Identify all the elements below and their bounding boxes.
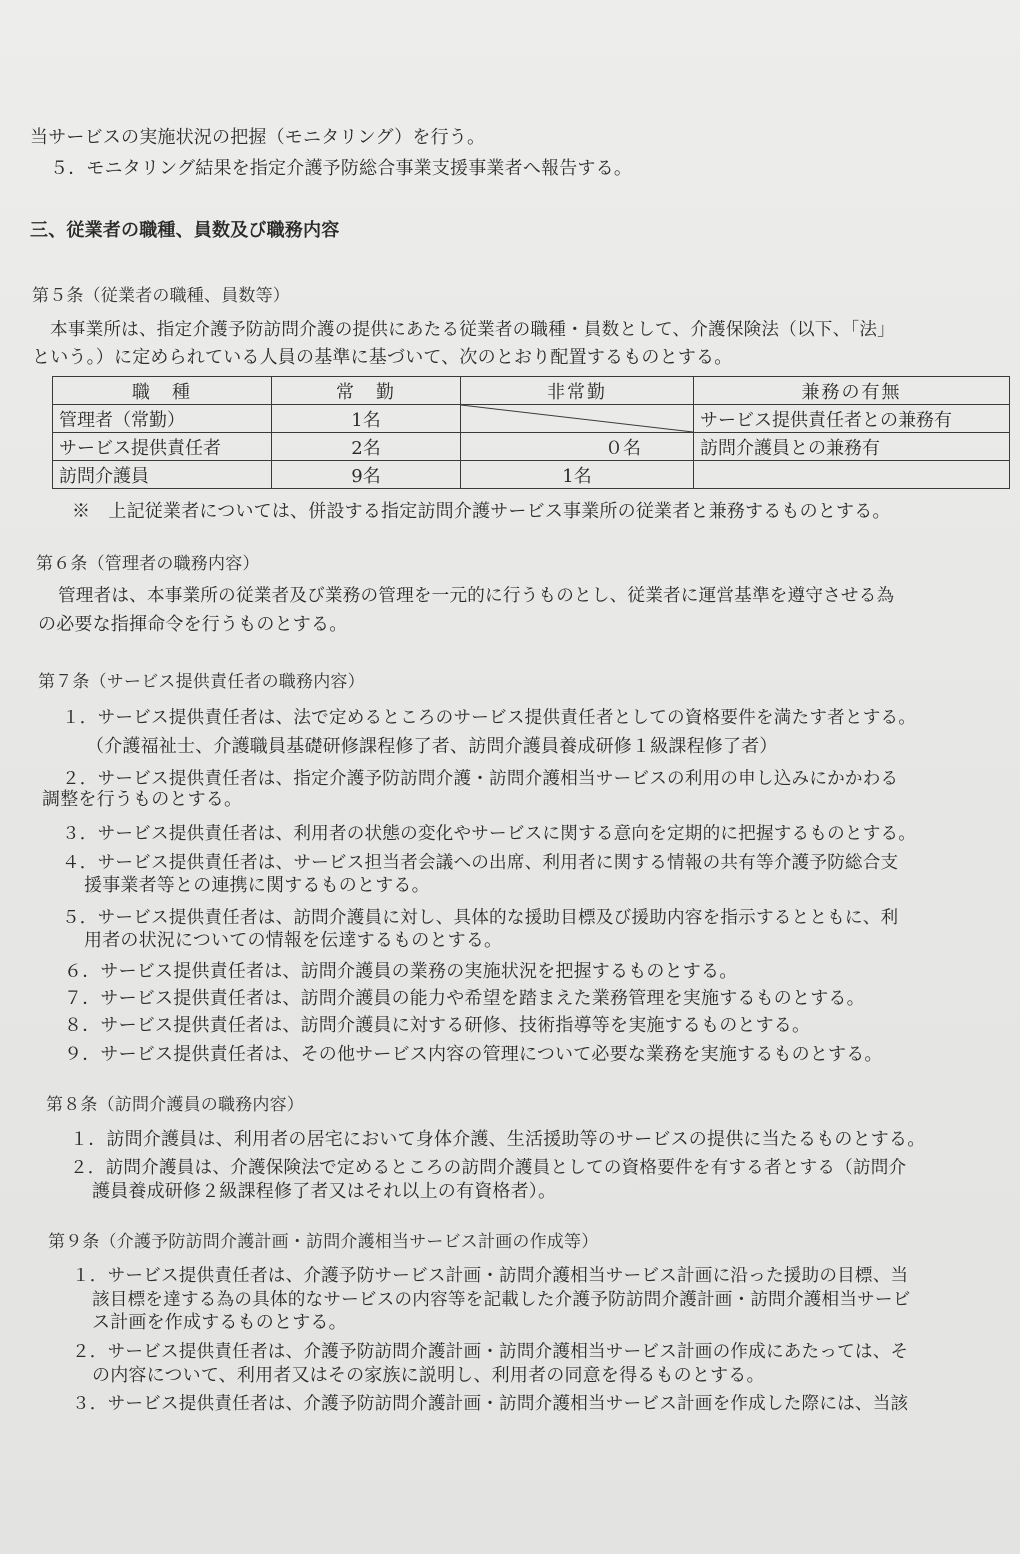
cell-parttime: ０名 bbox=[461, 433, 694, 461]
header-job: 職 種 bbox=[53, 377, 272, 405]
header-concurrent: 兼務の有無 bbox=[694, 377, 1010, 405]
staff-table bbox=[52, 376, 1010, 489]
article-9-item: 該目標を達する為の具体的なサービスの内容等を記載した介護予防訪問介護計画・訪問介護相当サービ bbox=[92, 1290, 911, 1310]
table-row bbox=[53, 433, 1010, 461]
article-7-item: ５．サービス提供責任者は、訪問介護員に対し、具体的な援助目標及び援助内容を指示するとともに、利 bbox=[62, 908, 899, 928]
intro-line-1: 当サービスの実施状況の把握（モニタリング）を行う。 bbox=[30, 127, 486, 148]
article-8-item: ２．訪問介護員は、介護保険法で定めるところの訪問介護員としての資格要件を有する者とする（訪問介 bbox=[70, 1158, 907, 1178]
article-7-item: ８．サービス提供責任者は、訪問介護員に対する研修、技術指導等を実施するものとする。 bbox=[64, 1015, 811, 1036]
article-7-item: 調整を行うものとする。 bbox=[42, 789, 243, 810]
article-6-body-1: 管理者は、本事業所の従業者及び業務の管理を一元的に行うものとし、従業者に運営基準を遵守させる為 bbox=[58, 586, 895, 606]
article-5-body-1: 本事業所は、指定介護予防訪問介護の提供にあたる従業者の職種・員数として、介護保険法（以下、「法」 bbox=[50, 320, 895, 340]
article-5-title: 第５条（従業者の職種、員数等） bbox=[32, 286, 290, 306]
article-7-item: ４．サービス提供責任者は、サービス担当者会議への出席、利用者に関する情報の共有等介護予防総合支 bbox=[62, 853, 899, 873]
table-row bbox=[53, 461, 1010, 489]
article-6-body-2: の必要な指揮命令を行うものとする。 bbox=[38, 614, 348, 635]
section-heading: 三、従業者の職種、員数及び職務内容 bbox=[30, 220, 340, 241]
article-7-item: 用者の状況についての情報を伝達するものとする。 bbox=[84, 930, 503, 951]
article-5-body-2: という。）に定められている人員の基準に基づいて、次のとおり配置するものとする。 bbox=[32, 347, 733, 368]
intro-item-5: ５．モニタリング結果を指定介護予防総合事業支援事業者へ報告する。 bbox=[50, 158, 633, 179]
table-row bbox=[53, 405, 1010, 433]
cell-fulltime: 1名 bbox=[272, 405, 461, 433]
article-9-item: の内容について、利用者又はその家族に説明し、利用者の同意を得るものとする。 bbox=[92, 1365, 765, 1386]
article-7-item: ９．サービス提供責任者は、その他サービス内容の管理について必要な業務を実施するものとする。 bbox=[64, 1044, 883, 1065]
article-6-title: 第６条（管理者の職務内容） bbox=[36, 554, 260, 574]
cell-parttime-slashed bbox=[461, 405, 694, 433]
diagonal-slash bbox=[461, 405, 693, 432]
cell-concurrent: サービス提供責任者との兼務有 bbox=[694, 405, 1010, 433]
article-7-title: 第７条（サービス提供責任者の職務内容） bbox=[38, 672, 365, 692]
article-8-item: １．訪問介護員は、利用者の居宅において身体介護、生活援助等のサービスの提供に当たるものとする。 bbox=[70, 1129, 926, 1150]
article-9-item: １．サービス提供責任者は、介護予防サービス計画・訪問介護相当サービス計画に沿った援助の目標、当 bbox=[72, 1266, 909, 1286]
header-fulltime: 常 勤 bbox=[272, 377, 461, 405]
cell-parttime: 1名 bbox=[461, 461, 694, 489]
article-8-item: 護員養成研修２級課程修了者又はそれ以上の有資格者）。 bbox=[92, 1181, 557, 1202]
cell-concurrent: 訪問介護員との兼務有 bbox=[694, 433, 1010, 461]
article-9-item: ２．サービス提供責任者は、介護予防訪問介護計画・訪問介護相当サービス計画の作成にあたっては、そ bbox=[72, 1342, 909, 1362]
article-7-item: 援事業者等との連携に関するものとする。 bbox=[84, 875, 430, 896]
article-7-item: （介護福祉士、介護職員基礎研修課程修了者、訪問介護員養成研修１級課程修了者） bbox=[86, 736, 778, 757]
table-header-row bbox=[53, 377, 1010, 405]
article-7-item: ７．サービス提供責任者は、訪問介護員の能力や希望を踏まえた業務管理を実施するものとする。 bbox=[64, 988, 865, 1009]
article-5-note: ※ 上記従業者については、併設する指定訪問介護サービス事業所の従業者と兼務するものとする。 bbox=[72, 501, 891, 522]
article-9-item: ス計画を作成するものとする。 bbox=[92, 1312, 347, 1333]
article-8-title: 第８条（訪問介護員の職務内容） bbox=[46, 1095, 304, 1115]
cell-job: 管理者（常勤） bbox=[53, 405, 272, 433]
article-9-item: ３．サービス提供責任者は、介護予防訪問介護計画・訪問介護相当サービス計画を作成した際には、当該 bbox=[72, 1394, 909, 1414]
article-7-item: ６．サービス提供責任者は、訪問介護員の業務の実施状況を把握するものとする。 bbox=[64, 961, 738, 982]
cell-fulltime: 9名 bbox=[272, 461, 461, 489]
article-9-title: 第９条（介護予防訪問介護計画・訪問介護相当サービス計画の作成等） bbox=[48, 1232, 599, 1252]
article-7-item: ２．サービス提供責任者は、指定介護予防訪問介護・訪問介護相当サービスの利用の申し込みにかかわる bbox=[62, 769, 899, 789]
cell-job: 訪問介護員 bbox=[53, 461, 272, 489]
cell-concurrent bbox=[694, 461, 1010, 489]
article-7-item: １．サービス提供責任者は、法で定めるところのサービス提供責任者としての資格要件を満たす者とする。 bbox=[62, 708, 917, 728]
cell-job: サービス提供責任者 bbox=[53, 433, 272, 461]
cell-fulltime: 2名 bbox=[272, 433, 461, 461]
header-parttime: 非常勤 bbox=[461, 377, 694, 405]
article-7-item: ３．サービス提供責任者は、利用者の状態の変化やサービスに関する意向を定期的に把握するものとする。 bbox=[62, 824, 917, 844]
